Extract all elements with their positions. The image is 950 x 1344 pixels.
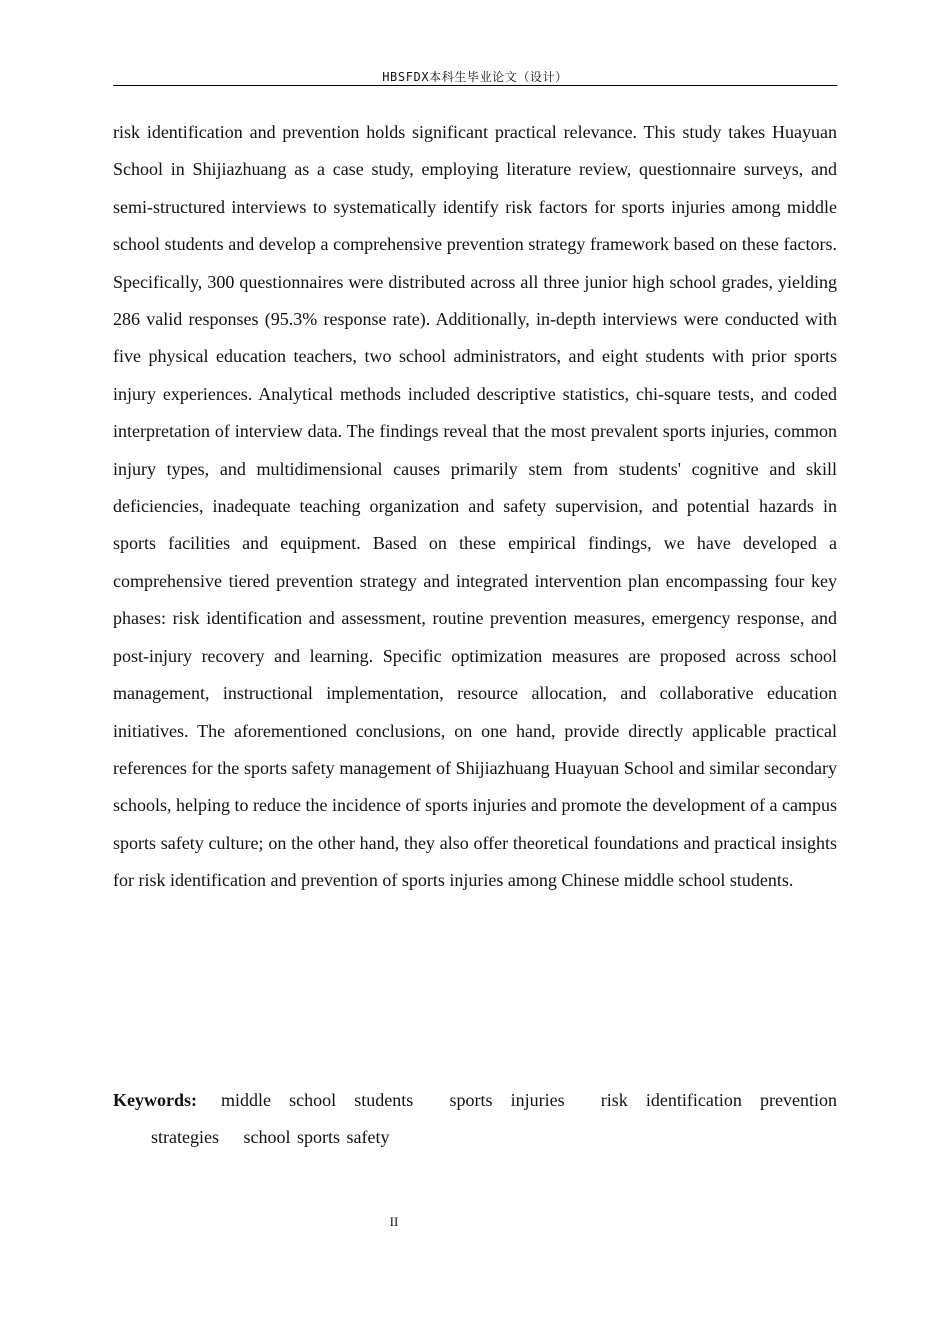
- page-number: II: [389, 1214, 399, 1229]
- keyword-item: middle school students: [221, 1090, 414, 1110]
- keywords-label: Keywords:: [113, 1090, 197, 1110]
- header-rule: [113, 85, 837, 86]
- running-header: HBSFDX本科生毕业论文（设计）: [382, 70, 568, 84]
- keyword-item: school sports safety: [243, 1127, 390, 1148]
- keyword-item: sports injuries: [449, 1090, 565, 1110]
- abstract-paragraph: risk identification and prevention holds significant practical relevance. This study takes Huayuan School in Shijiazhuang as a case study, employing literature review, questionnaire surveys, and semi-structured interviews to systematically identify risk factors for sports injuries among middle school students and develop a comprehensive prevention strategy framework based on these factors. Specifically, 300 questionnaires were distributed across all three junior high school grades, yielding 286 valid responses (95.3% response rate). Additionally, in-depth interviews were conducted with five physical education teachers, two school administrators, and eight students with prior sports injury experiences. Analytical methods included descriptive statistics, chi-square tests, and coded interpretation of interview data. The findings reveal that the most prevalent sports injuries, common injury types, and multidimensional causes primarily stem from students' cognitive and skill deficiencies, inadequate teaching organization and safety supervision, and potential hazards in sports facilities and equipment. Based on these empirical findings, we have developed a comprehensive tiered prevention strategy and integrated intervention plan encompassing four key phases: risk identification and assessment, routine prevention measures, emergency response, and post-injury recovery and learning. Specific optimization measures are proposed across school management, instructional implementation, resource allocation, and collaborative education initiatives. The aforementioned conclusions, on one hand, provide directly applicable practical references for the sports safety management of Shijiazhuang Huayuan School and similar secondary schools, helping to reduce the incidence of sports injuries and promote the development of a campus sports safety culture; on the other hand, they also offer theoretical foundations and practical insights for risk identification and prevention of sports injuries among Chinese middle school students.: [113, 122, 837, 891]
- keywords-block: [113, 1082, 837, 1157]
- keyword-item: risk identification prevention strategies: [151, 1090, 838, 1148]
